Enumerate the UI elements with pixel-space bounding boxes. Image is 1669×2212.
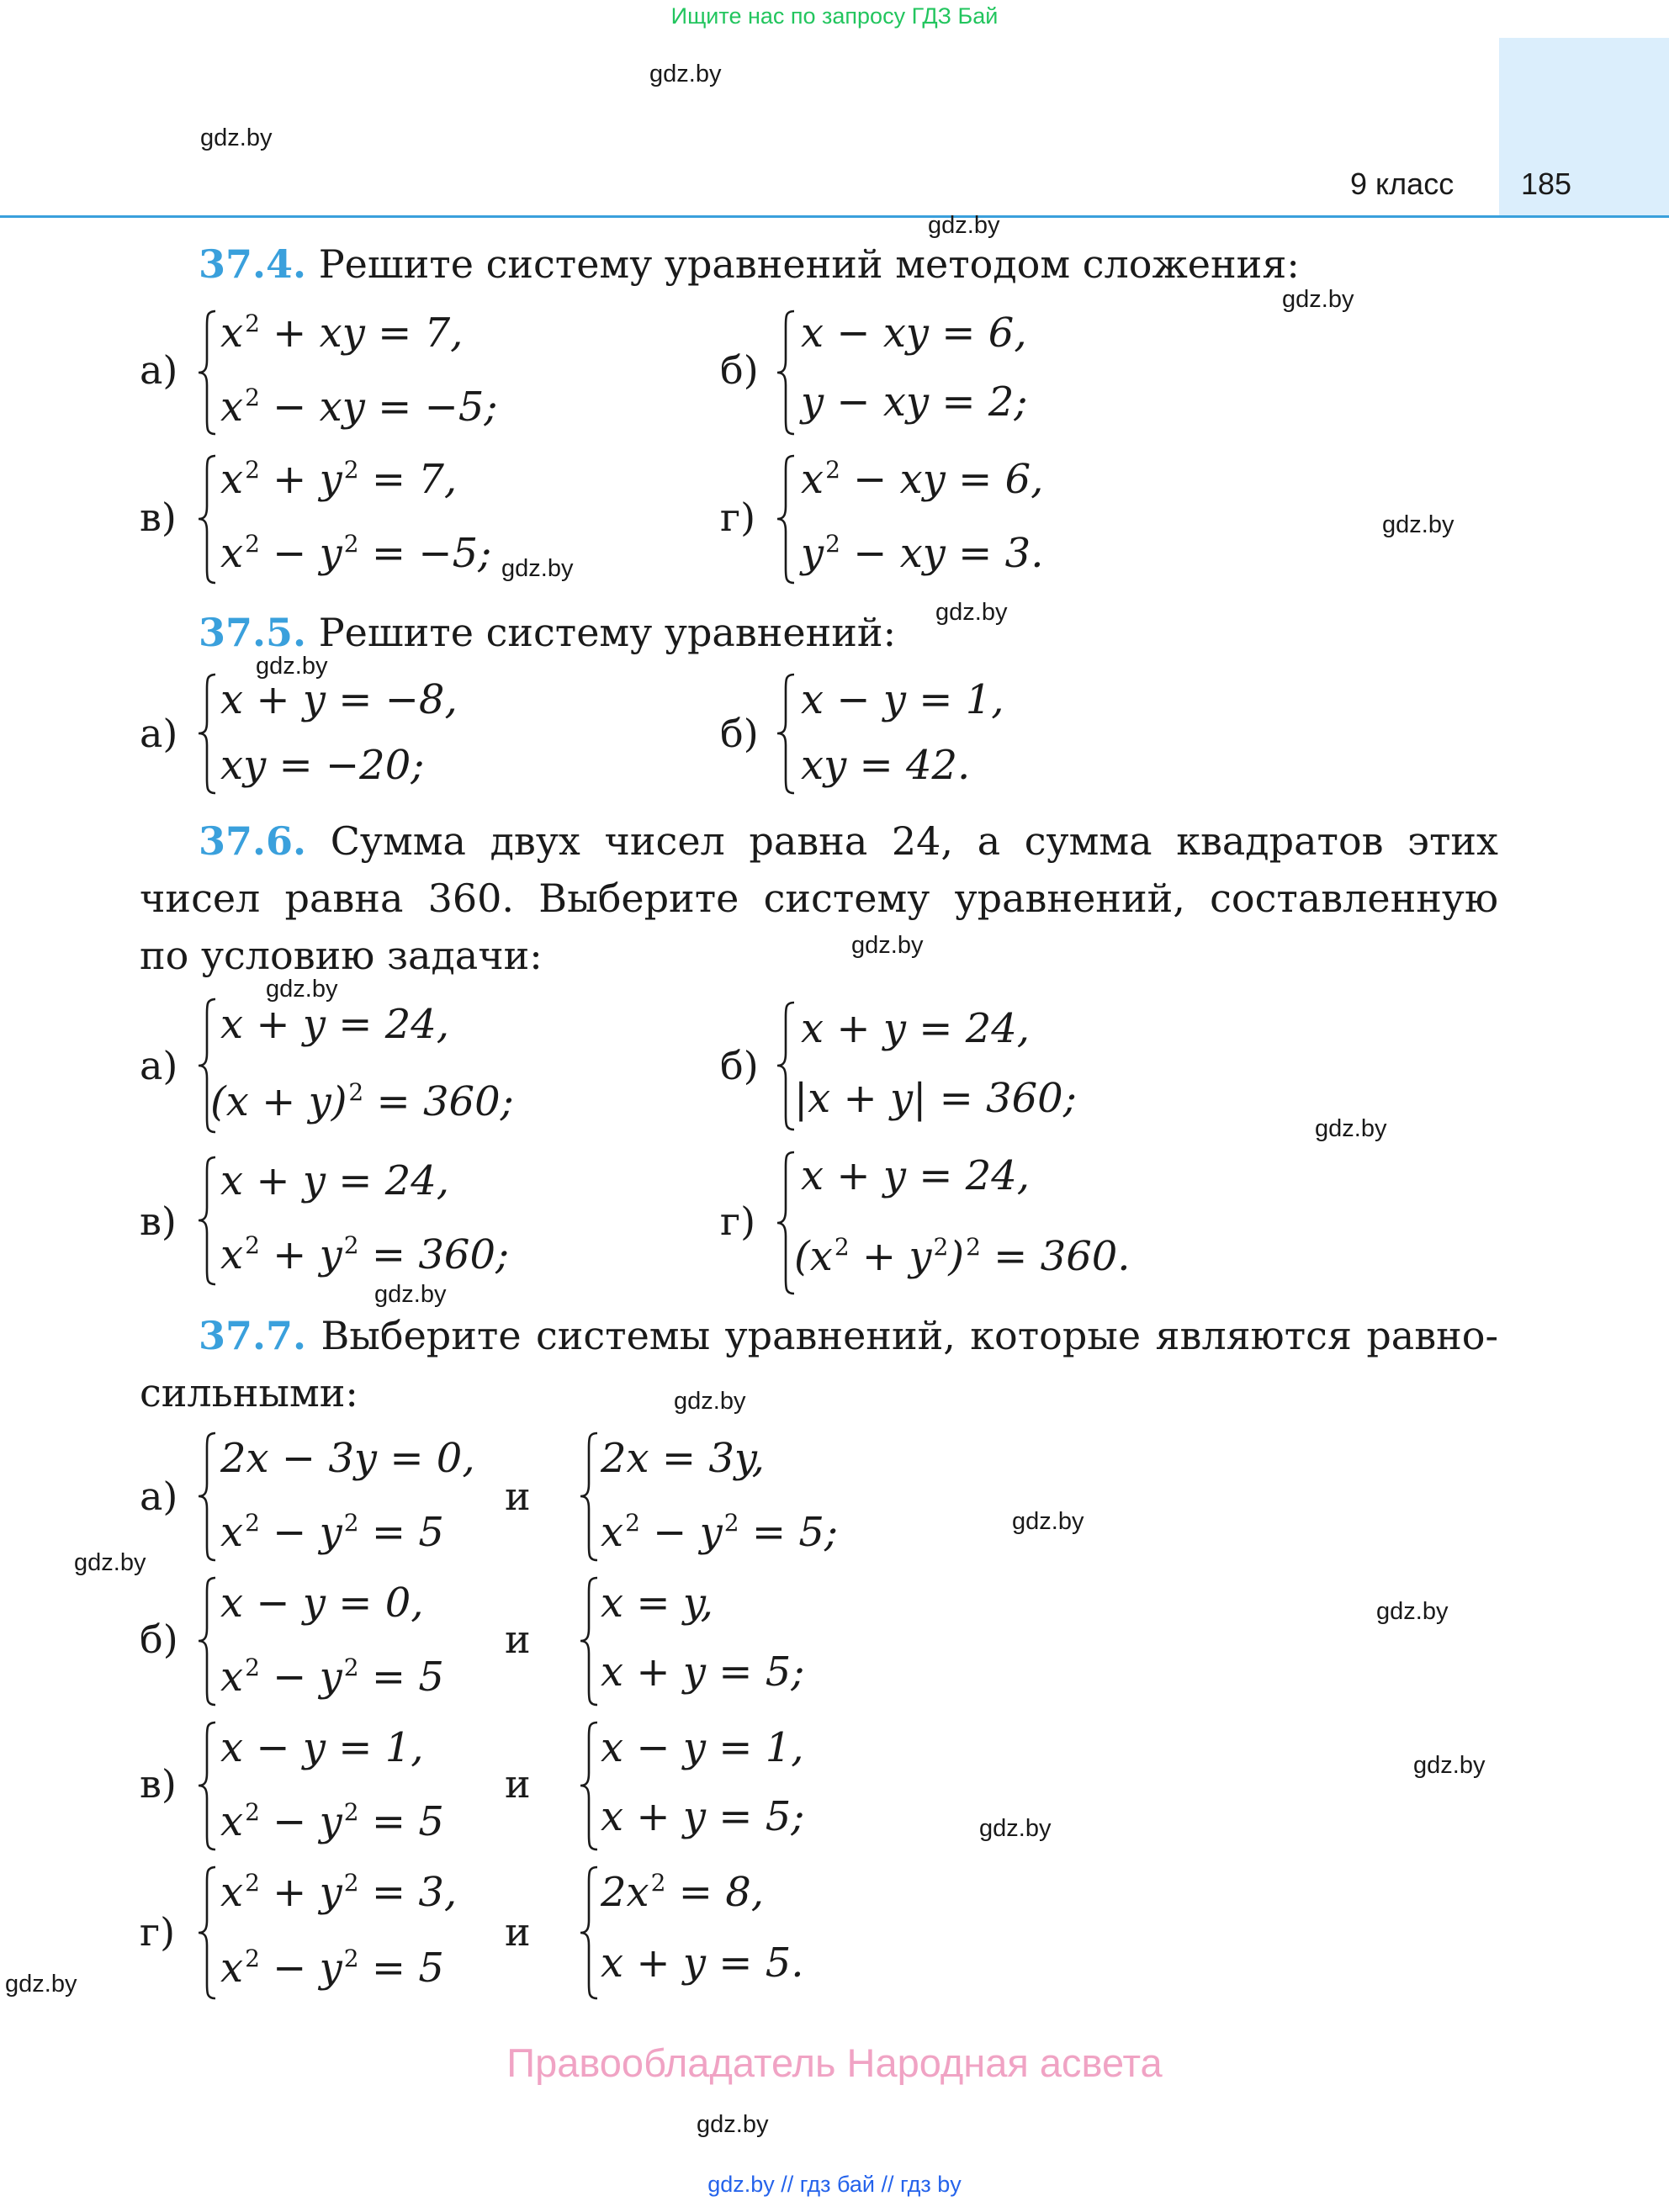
system-brace bbox=[195, 454, 220, 585]
equation: xy = −20; bbox=[220, 742, 425, 789]
item-label: а) bbox=[140, 347, 178, 393]
watermark: gdz.by bbox=[1315, 1115, 1387, 1142]
watermark: gdz.by bbox=[1012, 1508, 1084, 1535]
watermark: gdz.by bbox=[5, 1971, 77, 1998]
equation: x − y = 0, bbox=[220, 1580, 424, 1627]
equation: y − xy = 2; bbox=[801, 378, 1028, 426]
task-number: 37.7. bbox=[199, 1313, 307, 1358]
equation: $x^2 - y^2 = 5$; bbox=[601, 1509, 839, 1556]
item-label: б) bbox=[720, 1043, 759, 1088]
watermark: gdz.by bbox=[1382, 511, 1454, 538]
equation: x − y = 1, bbox=[220, 1724, 424, 1771]
watermark: gdz.by bbox=[200, 124, 273, 151]
equation: x + y = 24, bbox=[220, 1157, 450, 1204]
text-line: чисел равна 360. Выберите систему уравнений, составленную bbox=[140, 876, 1498, 921]
equation: $x^2$ + xy = 7, bbox=[220, 310, 464, 357]
watermark: gdz.by bbox=[979, 1815, 1052, 1842]
equation: x + y = 24, bbox=[220, 1001, 450, 1048]
item-label: г) bbox=[720, 1199, 756, 1244]
equation: 2x − 3y = 0, bbox=[220, 1435, 475, 1482]
grade-label: 9 класс bbox=[1350, 167, 1454, 201]
system-brace bbox=[195, 1431, 220, 1562]
equation: x − y = 1, bbox=[801, 676, 1004, 723]
system-brace bbox=[577, 1431, 602, 1562]
equation: $x^2 + y^2 = 7$, bbox=[220, 456, 458, 503]
watermark: gdz.by bbox=[266, 976, 338, 1003]
system-brace bbox=[195, 310, 220, 436]
system-brace bbox=[774, 673, 799, 795]
equation: $x^2$ − xy = 6, bbox=[801, 456, 1044, 503]
watermark: gdz.by bbox=[374, 1281, 447, 1308]
header-rule bbox=[0, 215, 1669, 218]
conjunction: и bbox=[505, 1761, 531, 1807]
task-37-5-heading bbox=[199, 604, 896, 661]
system-brace bbox=[195, 1865, 220, 2000]
equation: $x^2 - y^2 = 5$ bbox=[220, 1945, 444, 1992]
system-brace bbox=[195, 1721, 220, 1851]
equation: x − y = 1, bbox=[601, 1724, 804, 1771]
equation: 2x = 3y, bbox=[601, 1435, 765, 1482]
watermark: gdz.by bbox=[1376, 1598, 1449, 1625]
item-label: г) bbox=[140, 1909, 176, 1955]
item-label: б) bbox=[720, 347, 759, 393]
copyright-notice: Правообладатель Народная асвета bbox=[506, 2040, 1163, 2085]
equation: $x^2 - y^2 = -5$; bbox=[220, 530, 492, 577]
task-37-7-text bbox=[140, 1307, 1498, 1421]
item-label: а) bbox=[140, 1043, 178, 1088]
text-line: сильными: bbox=[140, 1370, 358, 1416]
page-number: 185 bbox=[1521, 167, 1572, 201]
item-label: б) bbox=[720, 711, 759, 756]
equation: $y^2$ − xy = 3. bbox=[801, 530, 1044, 577]
equation: x + y = 5; bbox=[601, 1793, 805, 1840]
text-segment: Выберите системы уравнений, которые являются равно- bbox=[321, 1313, 1499, 1358]
item-label: в) bbox=[140, 1761, 177, 1807]
watermark: gdz.by bbox=[674, 1388, 746, 1415]
system-brace bbox=[577, 1576, 602, 1707]
text-segment: Сумма двух чисел равна 24, а сумма квадратов этих bbox=[330, 818, 1498, 864]
equation: $x^2 - y^2 = 5$ bbox=[220, 1798, 444, 1845]
equation: $x^2$ − xy = −5; bbox=[220, 384, 498, 431]
equation: $(x + y)^2 = 360$; bbox=[210, 1078, 514, 1125]
equation: xy = 42. bbox=[801, 742, 971, 789]
watermark: gdz.by bbox=[501, 555, 574, 582]
system-brace bbox=[774, 454, 799, 585]
equation: x + y = −8, bbox=[220, 676, 458, 723]
task-text: Решите систему уравнений: bbox=[318, 610, 897, 655]
task-number: 37.4. bbox=[199, 241, 307, 287]
task-number: 37.6. bbox=[199, 818, 307, 864]
item-label: а) bbox=[140, 1474, 178, 1519]
item-label: в) bbox=[140, 495, 177, 540]
item-label: г) bbox=[720, 495, 756, 540]
equation: $x^2 - y^2 = 5$ bbox=[220, 1509, 444, 1556]
watermark: gdz.by bbox=[697, 2111, 769, 2138]
equation: x + y = 24, bbox=[801, 1152, 1031, 1199]
conjunction: и bbox=[505, 1474, 531, 1519]
text-line bbox=[140, 1307, 1498, 1364]
system-brace bbox=[774, 310, 799, 436]
watermark: gdz.by bbox=[1413, 1752, 1486, 1779]
equation: x + y = 5; bbox=[601, 1648, 805, 1696]
system-brace bbox=[195, 1156, 220, 1286]
watermark: gdz.by bbox=[1282, 286, 1354, 313]
equation: x + y = 5. bbox=[601, 1939, 804, 1987]
watermark: gdz.by bbox=[649, 61, 722, 87]
item-label: б) bbox=[140, 1617, 178, 1662]
item-label: а) bbox=[140, 711, 178, 756]
system-brace bbox=[195, 673, 220, 795]
top-banner: Ищите нас по запросу ГДЗ Бай bbox=[670, 3, 999, 29]
system-brace bbox=[577, 1721, 602, 1851]
watermark: gdz.by bbox=[74, 1549, 146, 1576]
item-label: в) bbox=[140, 1199, 177, 1244]
equation: x = y, bbox=[601, 1580, 713, 1627]
task-text: Решите систему уравнений методом сложения: bbox=[318, 241, 1300, 287]
text-line bbox=[140, 812, 1498, 870]
task-37-6-text bbox=[140, 812, 1498, 984]
conjunction: и bbox=[505, 1909, 531, 1955]
system-brace bbox=[577, 1865, 602, 2000]
conjunction: и bbox=[505, 1617, 531, 1662]
watermark: gdz.by bbox=[256, 653, 328, 680]
system-brace bbox=[195, 1576, 220, 1707]
watermark: gdz.by bbox=[928, 212, 1000, 239]
equation: x − xy = 6, bbox=[801, 310, 1027, 357]
watermark: gdz.by bbox=[935, 599, 1008, 626]
text-line: по условию задачи: bbox=[140, 933, 543, 978]
equation: $x^2 + y^2 = 360$; bbox=[220, 1231, 510, 1278]
footer-links[interactable]: gdz.by // гдз бай // гдз by bbox=[707, 2172, 962, 2197]
watermark: gdz.by bbox=[851, 932, 924, 959]
equation: $x^2 - y^2 = 5$ bbox=[220, 1654, 444, 1701]
equation: x + y = 24, bbox=[801, 1005, 1031, 1052]
equation: $2x^2 = 8$, bbox=[601, 1869, 765, 1916]
task-number: 37.5. bbox=[199, 610, 307, 655]
equation: |x + y| = 360; bbox=[794, 1075, 1077, 1122]
equation: $x^2 + y^2 = 3$, bbox=[220, 1869, 458, 1916]
equation: $(x^2 + y^2)^2 = 360$. bbox=[794, 1233, 1131, 1280]
task-37-4-heading bbox=[199, 235, 1300, 293]
